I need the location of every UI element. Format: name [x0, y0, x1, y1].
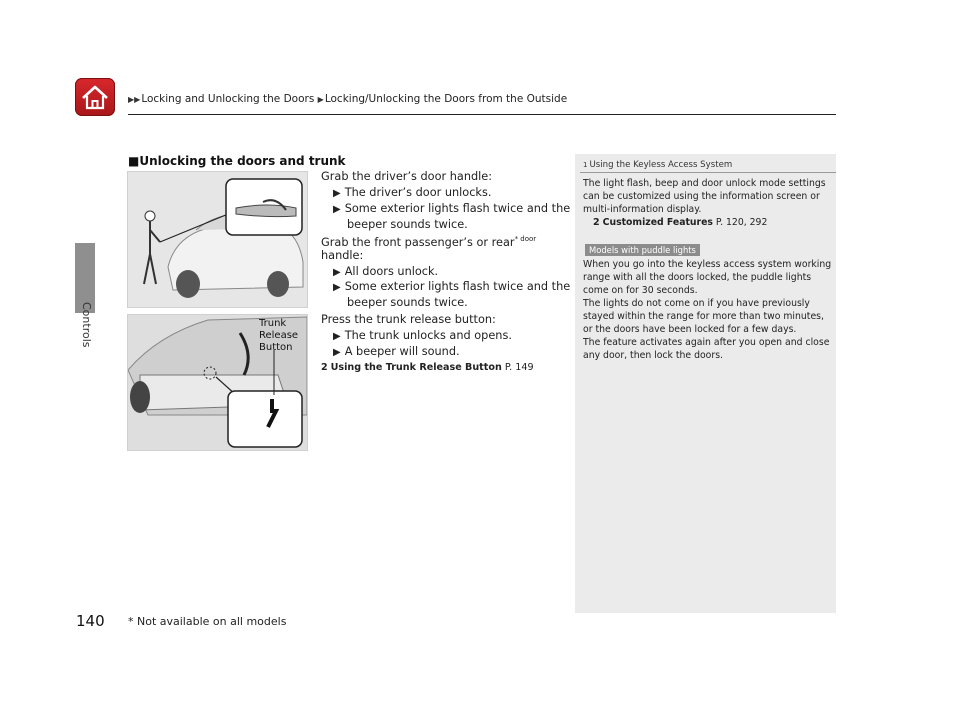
- triangle-right-icon: ▶: [333, 267, 341, 278]
- sidebar-text: can be customized using the information screen or: [583, 191, 820, 202]
- sidebar-text: or the doors have been locked for a few days.: [583, 324, 797, 335]
- result-item: ▶ The trunk unlocks and opens.: [333, 329, 512, 342]
- header-divider: [128, 114, 836, 115]
- sidebar-title: 1 Using the Keyless Access System: [583, 160, 733, 170]
- sidebar-title-divider: [580, 172, 836, 173]
- reference-icon: 2: [321, 362, 328, 373]
- triangle-right-icon: ▶: [333, 282, 341, 293]
- result-item: ▶ All doors unlock.: [333, 265, 439, 278]
- triangle-right-icon: ▶: [317, 95, 324, 104]
- trunk-release-link[interactable]: 2 Using the Trunk Release Button P. 149: [321, 362, 534, 373]
- sidebar-text: The lights do not come on if you have previously: [583, 298, 810, 309]
- section-heading: ■Unlocking the doors and trunk: [128, 154, 346, 168]
- customized-features-link[interactable]: 2 Customized Features P. 120, 292: [593, 217, 768, 228]
- note-icon: 1: [583, 161, 588, 169]
- triangle-right-icon: ▶: [333, 331, 341, 342]
- trunk-release-label: Trunk Release Button: [259, 318, 299, 353]
- sidebar-text: multi-information display.: [583, 204, 702, 215]
- triangle-right-icon: ▶: [333, 188, 341, 199]
- home-icon: [75, 78, 115, 116]
- triangle-right-icon: ▶▶: [128, 95, 141, 104]
- sidebar-text: any door, then lock the doors.: [583, 350, 723, 361]
- result-item-continued: beeper sounds twice.: [347, 218, 468, 231]
- sidebar-text: come on for 30 seconds.: [583, 285, 698, 296]
- instruction-text: Grab the front passenger’s or rear$^{* door}$: [321, 235, 537, 249]
- result-item: ▶ Some exterior lights flash twice and the: [333, 280, 571, 293]
- sidebar-text: range with all the doors locked, the puddle lights: [583, 272, 812, 283]
- instruction-text: Grab the driver’s door handle:: [321, 170, 493, 183]
- sidebar-text: When you go into the keyless access system working: [583, 259, 832, 270]
- reference-icon: 2: [593, 217, 600, 228]
- chapter-label: Controls: [80, 302, 93, 348]
- sidebar-text: The light flash, beep and door unlock mode settings: [583, 178, 826, 189]
- footnote: * Not available on all models: [128, 615, 287, 628]
- triangle-right-icon: ▶: [333, 204, 341, 215]
- instruction-text: Press the trunk release button:: [321, 313, 496, 326]
- sidebar-text: The feature activates again after you open and close: [583, 337, 830, 348]
- result-item: ▶ A beeper will sound.: [333, 345, 460, 358]
- model-badge: Models with puddle lights: [585, 244, 700, 256]
- result-item: ▶ The driver’s door unlocks.: [333, 186, 492, 199]
- breadcrumb-item-locking[interactable]: Locking and Unlocking the Doors: [141, 93, 315, 105]
- instruction-text: handle:: [321, 249, 364, 262]
- result-item-continued: beeper sounds twice.: [347, 296, 468, 309]
- door-handle-illustration: [127, 171, 308, 308]
- breadcrumb: [128, 93, 567, 105]
- result-item: ▶ Some exterior lights flash twice and the: [333, 202, 571, 215]
- sidebar-text: stayed within the range for more than two minutes,: [583, 311, 824, 322]
- triangle-right-icon: ▶: [333, 347, 341, 358]
- page-number: 140: [76, 612, 105, 630]
- home-button[interactable]: [75, 78, 115, 116]
- breadcrumb-item-outside[interactable]: Locking/Unlocking the Doors from the Outside: [324, 93, 568, 105]
